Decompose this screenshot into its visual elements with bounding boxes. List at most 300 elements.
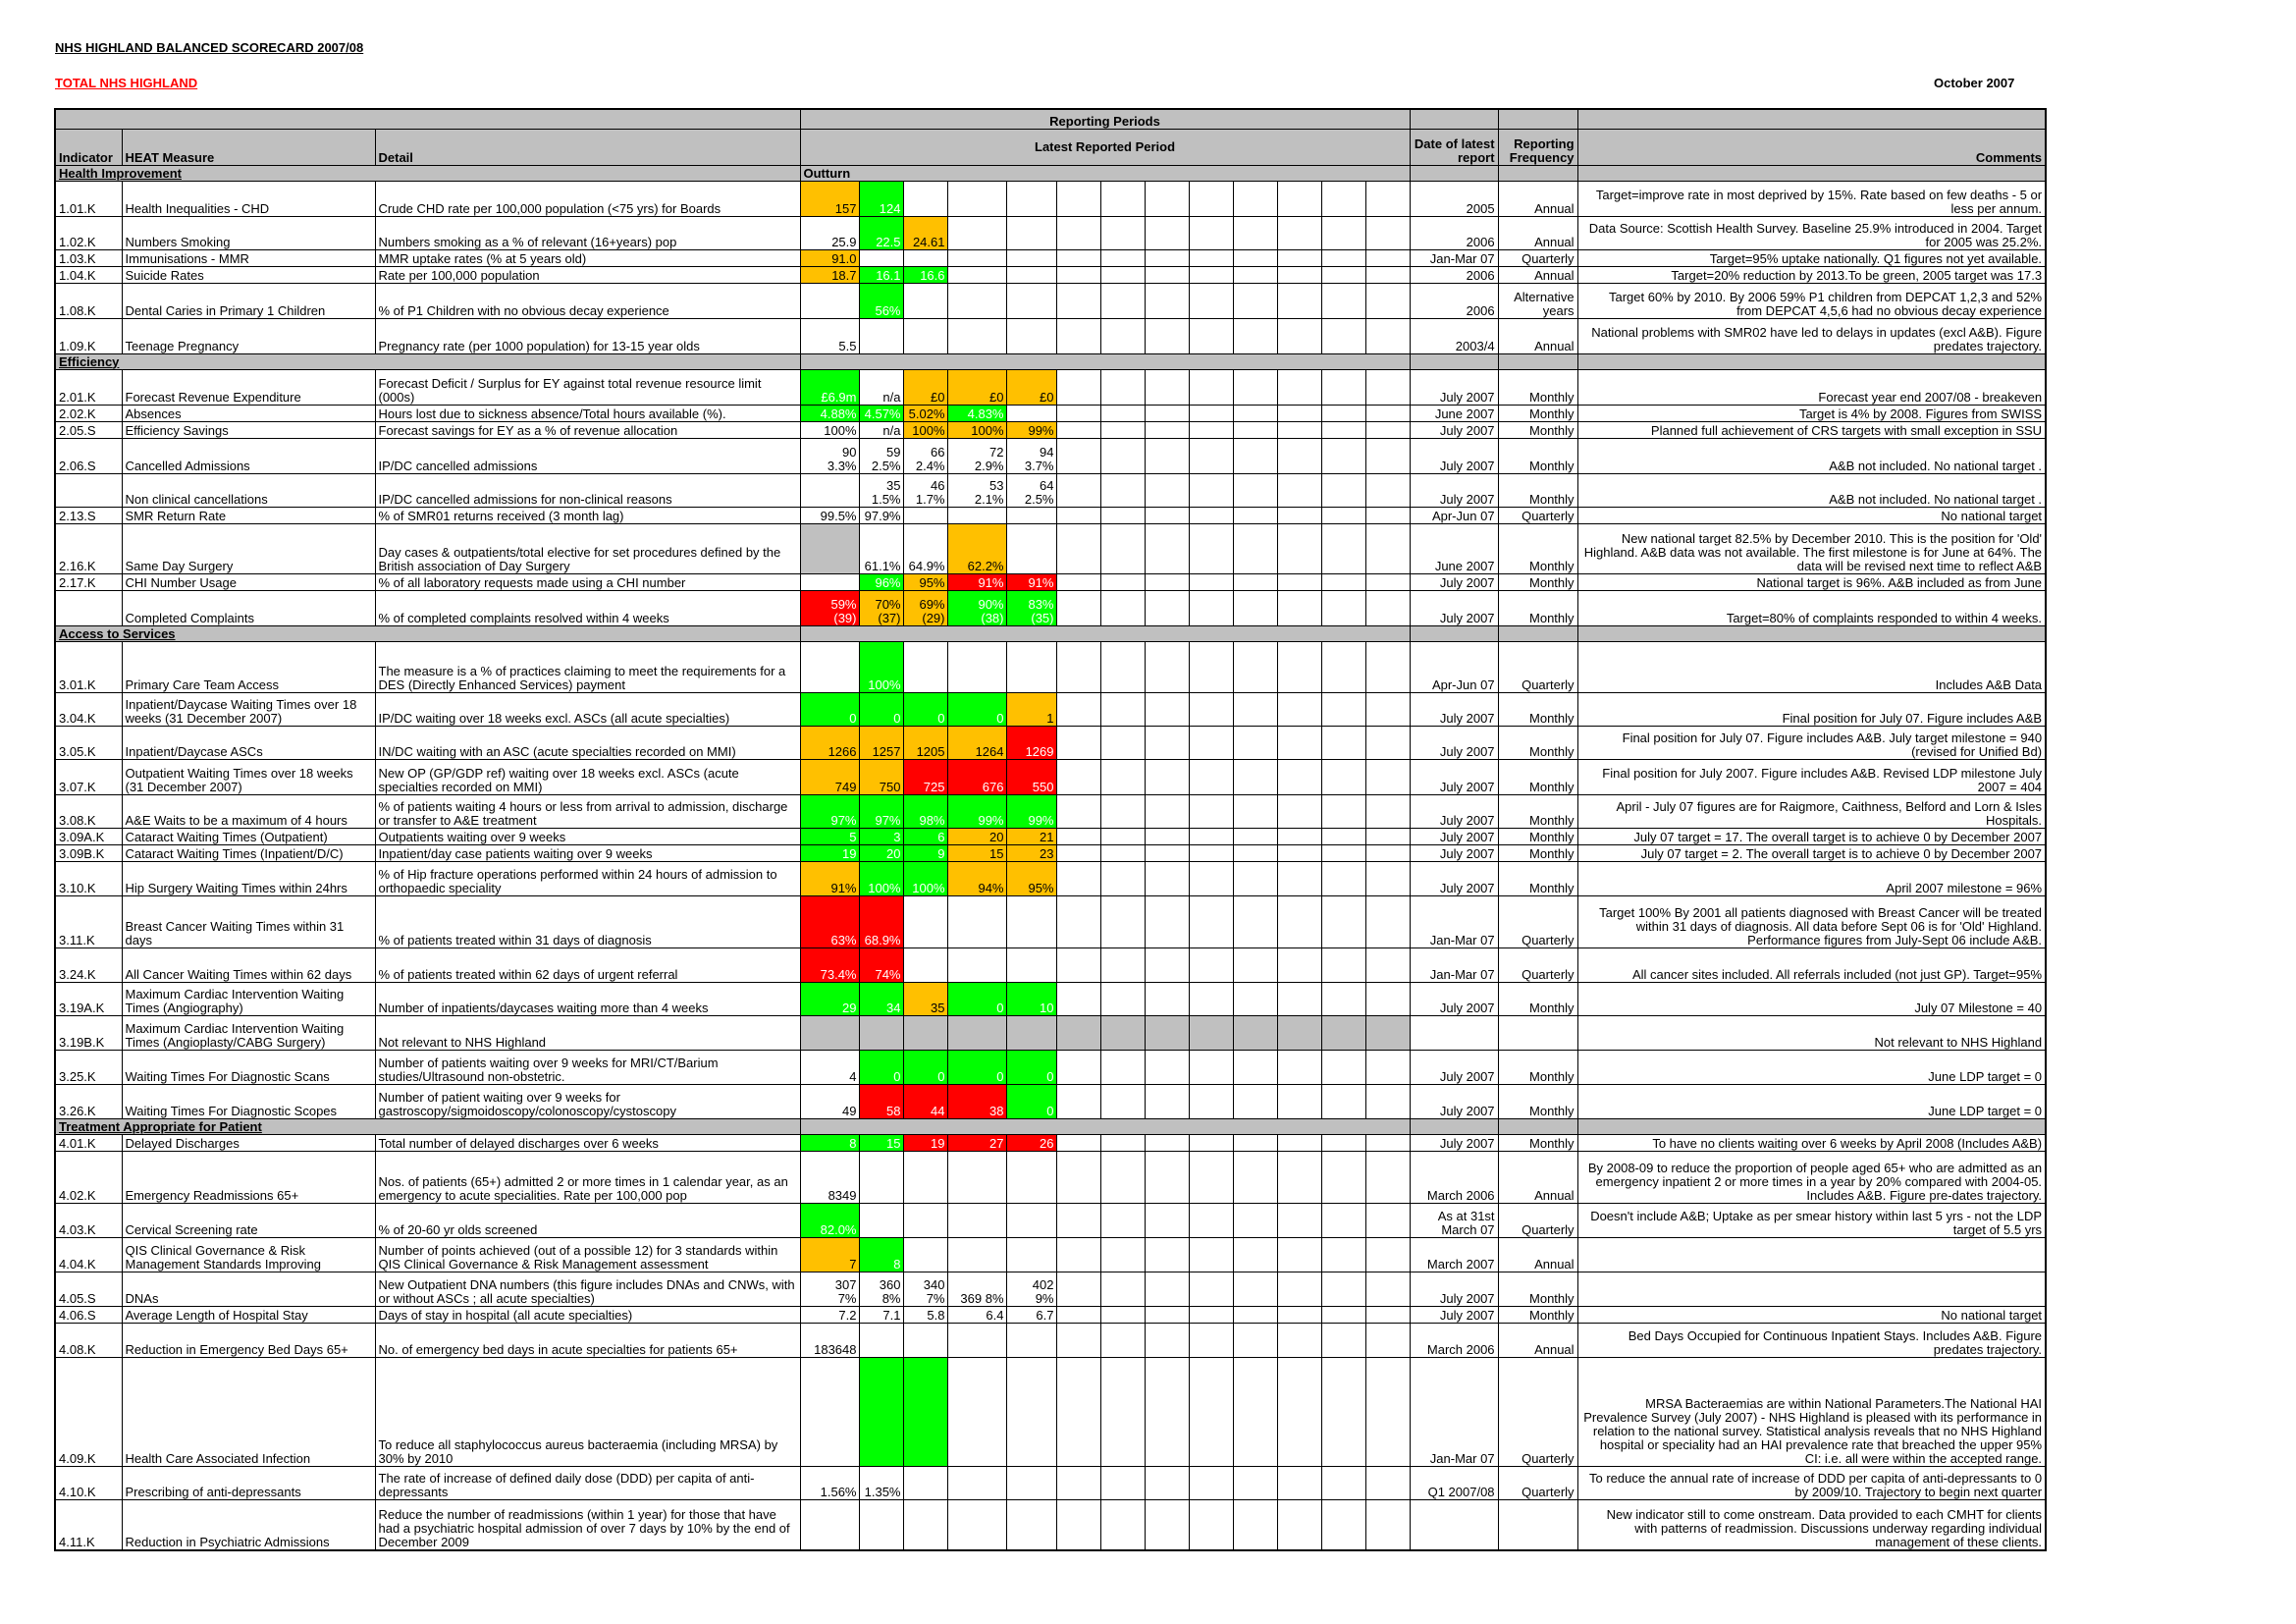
period-cell (1145, 507, 1189, 523)
frequency-cell: Monthly (1498, 1050, 1577, 1084)
period-cell (947, 895, 1006, 947)
frequency-cell: Quarterly (1498, 895, 1577, 947)
period-value-cell: £0 (947, 369, 1006, 405)
date-cell: July 2007 (1410, 828, 1498, 844)
heat-measure-cell: Outpatient Waiting Times over 18 weeks (31 December 2007) (122, 759, 375, 794)
period-cell (1365, 369, 1410, 405)
period-cell (947, 318, 1006, 353)
indicator-cell: 3.04.K (55, 692, 122, 726)
table-row (55, 759, 2046, 794)
indicator-cell: 3.10.K (55, 861, 122, 895)
date-cell: March 2007 (1410, 1237, 1498, 1272)
period-cell (1189, 1272, 1233, 1306)
period-cell (1100, 507, 1145, 523)
indicator-cell: 2.17.K (55, 573, 122, 590)
period-cell (1233, 1466, 1277, 1499)
period-cell (1277, 1134, 1321, 1151)
period-cell (1321, 369, 1365, 405)
period-cell (1189, 1357, 1233, 1466)
period-cell (1100, 1466, 1145, 1499)
detail-cell: % of all laboratory requests made using a CHI number (375, 573, 800, 590)
period-cell (1321, 641, 1365, 692)
period-cell (1100, 405, 1145, 421)
period-cell (1365, 828, 1410, 844)
period-value-cell: 34 (859, 982, 903, 1015)
period-cell (1056, 421, 1100, 438)
period-cell (1100, 473, 1145, 507)
header-blank-date (1410, 109, 1498, 129)
detail-cell: % of 20-60 yr olds screened (375, 1203, 800, 1237)
period-cell (1100, 1499, 1145, 1550)
period-cell (1189, 861, 1233, 895)
period-cell (1365, 1466, 1410, 1499)
period-cell (1277, 726, 1321, 759)
period-cell (1145, 1272, 1189, 1306)
frequency-cell: Quarterly (1498, 249, 1577, 266)
period-cell (1277, 283, 1321, 318)
period-cell (1145, 181, 1189, 216)
section-blank-cell (1577, 165, 2046, 181)
period-value-cell: 1264 (947, 726, 1006, 759)
period-value-cell: 20 (947, 828, 1006, 844)
period-value-cell: 4.83% (947, 405, 1006, 421)
period-cell (1100, 1306, 1145, 1323)
period-value-cell: 0 (947, 982, 1006, 1015)
date-cell: 2003/4 (1410, 318, 1498, 353)
period-cell (1145, 438, 1189, 473)
period-cell (903, 1323, 947, 1357)
frequency-cell: Quarterly (1498, 507, 1577, 523)
period-cell (1189, 844, 1233, 861)
period-cell (1100, 266, 1145, 283)
section-blank-cell (1577, 1118, 2046, 1134)
period-value-cell: 4.57% (859, 405, 903, 421)
period-value-cell: 307 7% (800, 1272, 859, 1306)
period-cell (1100, 1151, 1145, 1203)
detail-cell: New Outpatient DNA numbers (this figure includes DNAs and CNWs, with or without ASCs ; all acute specialties) (375, 1272, 800, 1306)
period-cell (1321, 523, 1365, 573)
period-cell (1321, 759, 1365, 794)
date-cell: July 2007 (1410, 573, 1498, 590)
period-value-cell: 0 (800, 692, 859, 726)
period-cell (1365, 438, 1410, 473)
period-cell (1365, 473, 1410, 507)
frequency-cell: Monthly (1498, 726, 1577, 759)
period-cell (1056, 759, 1100, 794)
period-cell (1277, 1466, 1321, 1499)
period-cell (1145, 473, 1189, 507)
period-value-cell: 100% (903, 421, 947, 438)
period-cell (1189, 181, 1233, 216)
period-cell (1056, 1357, 1100, 1466)
period-cell (1233, 1272, 1277, 1306)
period-value-cell: 4.88% (800, 405, 859, 421)
date-cell: July 2007 (1410, 438, 1498, 473)
period-cell (947, 181, 1006, 216)
period-cell (1056, 1134, 1100, 1151)
period-cell (1365, 1084, 1410, 1118)
period-cell (1321, 895, 1365, 947)
indicator-cell: 3.09B.K (55, 844, 122, 861)
table-row (55, 318, 2046, 353)
date-cell (1410, 1499, 1498, 1550)
period-cell (1145, 573, 1189, 590)
period-cell (947, 1015, 1006, 1050)
period-value-cell: 0 (1006, 1050, 1056, 1084)
period-cell (947, 1499, 1006, 1550)
period-value-cell: 59% (39) (800, 590, 859, 625)
comment-cell: No national target (1577, 1306, 2046, 1323)
frequency-cell: Monthly (1498, 573, 1577, 590)
period-cell (903, 181, 947, 216)
table-row (55, 473, 2046, 507)
date-cell: March 2006 (1410, 1323, 1498, 1357)
frequency-cell: Alternative years (1498, 283, 1577, 318)
table-row (55, 438, 2046, 473)
period-cell (1006, 1151, 1056, 1203)
period-cell (1056, 181, 1100, 216)
comment-cell (1577, 1272, 2046, 1306)
period-value-cell: 1.35% (859, 1466, 903, 1499)
indicator-cell: 1.01.K (55, 181, 122, 216)
period-cell (1145, 318, 1189, 353)
period-cell (1365, 249, 1410, 266)
indicator-cell: 1.09.K (55, 318, 122, 353)
period-cell (1006, 249, 1056, 266)
period-value-cell: 124 (859, 181, 903, 216)
report-date: October 2007 (1934, 76, 2015, 90)
table-row (55, 844, 2046, 861)
section-blank-cell (1410, 625, 1498, 641)
period-cell (1277, 794, 1321, 828)
detail-cell: The rate of increase of defined daily dose (DDD) per capita of anti-depressants (375, 1466, 800, 1499)
period-cell (947, 249, 1006, 266)
period-value-cell: 95% (903, 573, 947, 590)
date-cell: July 2007 (1410, 982, 1498, 1015)
frequency-cell: Annual (1498, 1151, 1577, 1203)
period-cell (1145, 1084, 1189, 1118)
period-cell (1365, 844, 1410, 861)
header-blank-freq (1498, 109, 1577, 129)
table-row (55, 1466, 2046, 1499)
heat-measure-cell: Reduction in Psychiatric Admissions (122, 1499, 375, 1550)
indicator-cell: 3.26.K (55, 1084, 122, 1118)
comment-cell: National target is 96%. A&B included as from June (1577, 573, 2046, 590)
period-cell (800, 1015, 859, 1050)
period-cell (1145, 759, 1189, 794)
period-cell (1145, 1237, 1189, 1272)
header-detail: Detail (375, 129, 800, 165)
period-cell (1189, 1015, 1233, 1050)
period-cell (1321, 1499, 1365, 1550)
period-cell (1056, 473, 1100, 507)
section-blank-cell (1498, 1118, 1577, 1134)
period-cell (1100, 438, 1145, 473)
period-cell (1233, 181, 1277, 216)
period-cell (947, 1203, 1006, 1237)
period-cell (1277, 590, 1321, 625)
section-blank-cell (1410, 353, 1498, 369)
period-cell (1056, 1499, 1100, 1550)
period-cell (1233, 216, 1277, 249)
period-cell (903, 1499, 947, 1550)
period-cell (903, 507, 947, 523)
indicator-cell: 3.08.K (55, 794, 122, 828)
table-row (55, 1015, 2046, 1050)
period-cell (947, 507, 1006, 523)
comment-cell: Target=improve rate in most deprived by 15%. Rate based on few deaths - 5 or less per annum. (1577, 181, 2046, 216)
period-cell (1145, 828, 1189, 844)
period-cell (1233, 947, 1277, 982)
comment-cell: April 2007 milestone = 96% (1577, 861, 2046, 895)
period-cell (1145, 726, 1189, 759)
period-cell (1189, 1237, 1233, 1272)
heat-measure-cell: Reduction in Emergency Bed Days 65+ (122, 1323, 375, 1357)
date-cell: 2006 (1410, 216, 1498, 249)
period-value-cell: 20 (859, 844, 903, 861)
period-value-cell: 15 (947, 844, 1006, 861)
period-value-cell: 91% (800, 861, 859, 895)
period-cell (1100, 641, 1145, 692)
period-cell (1189, 1499, 1233, 1550)
period-cell (1321, 590, 1365, 625)
detail-cell: Crude CHD rate per 100,000 population (<75 yrs) for Boards (375, 181, 800, 216)
period-value-cell: 58 (859, 1084, 903, 1118)
table-row (55, 1134, 2046, 1151)
period-cell (1189, 573, 1233, 590)
comment-cell: Target=20% reduction by 2013.To be green, 2005 target was 17.3 (1577, 266, 2046, 283)
period-cell (1189, 641, 1233, 692)
period-cell (1365, 1151, 1410, 1203)
period-cell (1145, 641, 1189, 692)
period-cell (800, 641, 859, 692)
period-cell (1233, 249, 1277, 266)
period-value-cell: 1205 (903, 726, 947, 759)
indicator-cell: 2.05.S (55, 421, 122, 438)
table-row (55, 1323, 2046, 1357)
header-date-of-latest-report: Date of latest report (1410, 129, 1498, 165)
section-title: Health Improvement (55, 165, 800, 181)
period-value-cell: 38 (947, 1084, 1006, 1118)
period-cell (1365, 181, 1410, 216)
period-value-cell: 70% (37) (859, 590, 903, 625)
scorecard-body (55, 109, 2046, 1550)
period-value-cell: 340 7% (903, 1272, 947, 1306)
indicator-cell: 2.16.K (55, 523, 122, 573)
period-value-cell: 749 (800, 759, 859, 794)
heat-measure-cell: Cataract Waiting Times (Inpatient/D/C) (122, 844, 375, 861)
heat-measure-cell: Average Length of Hospital Stay (122, 1306, 375, 1323)
table-row (55, 947, 2046, 982)
period-cell (947, 947, 1006, 982)
section-title: Efficiency (55, 353, 800, 369)
period-value-cell: 46 1.7% (903, 473, 947, 507)
period-cell (1189, 692, 1233, 726)
table-row (55, 1237, 2046, 1272)
period-cell (1365, 507, 1410, 523)
period-value-cell: 66 2.4% (903, 438, 947, 473)
period-value-cell: 1.56% (800, 1466, 859, 1499)
table-row (55, 590, 2046, 625)
period-value-cell: 95% (1006, 861, 1056, 895)
indicator-cell: 4.11.K (55, 1499, 122, 1550)
indicator-cell: 4.02.K (55, 1151, 122, 1203)
frequency-cell: Quarterly (1498, 1466, 1577, 1499)
period-cell (1365, 283, 1410, 318)
heat-measure-cell: QIS Clinical Governance & Risk Management Standards Improving (122, 1237, 375, 1272)
date-cell: July 2007 (1410, 1084, 1498, 1118)
period-cell (1321, 1134, 1365, 1151)
indicator-cell: 3.05.K (55, 726, 122, 759)
frequency-cell: Monthly (1498, 844, 1577, 861)
period-cell (1056, 1237, 1100, 1272)
period-cell (1056, 861, 1100, 895)
period-cell (1100, 590, 1145, 625)
header-reporting-periods: Reporting Periods (800, 109, 1410, 129)
detail-cell: MMR uptake rates (% at 5 years old) (375, 249, 800, 266)
detail-cell: IN/DC waiting with an ASC (acute specialties recorded on MMI) (375, 726, 800, 759)
period-cell (1233, 405, 1277, 421)
indicator-cell: 3.09A.K (55, 828, 122, 844)
period-value-cell: 0 (859, 1050, 903, 1084)
period-cell (1321, 794, 1365, 828)
period-cell (1056, 266, 1100, 283)
period-cell (1100, 828, 1145, 844)
table-row (55, 1203, 2046, 1237)
period-value-cell: 0 (947, 1050, 1006, 1084)
period-cell (1145, 249, 1189, 266)
period-cell (1365, 1357, 1410, 1466)
period-cell (1321, 1203, 1365, 1237)
period-value-cell: 82.0% (800, 1203, 859, 1237)
period-value-cell: 94% (947, 861, 1006, 895)
period-cell (1277, 828, 1321, 844)
period-cell (947, 641, 1006, 692)
frequency-cell: Monthly (1498, 369, 1577, 405)
comment-cell: To reduce the annual rate of increase of DDD per capita of anti-depressants to 0 by 2009/10. Trajectory to begin next quarter (1577, 1466, 2046, 1499)
period-value-cell: 27 (947, 1134, 1006, 1151)
period-cell (1189, 318, 1233, 353)
period-cell (1233, 507, 1277, 523)
detail-cell: Hours lost due to sickness absence/Total hours available (%). (375, 405, 800, 421)
header-row-columns (55, 129, 2046, 165)
period-value-cell: 0 (903, 1050, 947, 1084)
period-value-cell: 100% (859, 641, 903, 692)
heat-measure-cell: Dental Caries in Primary 1 Children (122, 283, 375, 318)
period-cell (1145, 947, 1189, 982)
heat-measure-cell: Prescribing of anti-depressants (122, 1466, 375, 1499)
period-cell (1100, 573, 1145, 590)
period-cell (903, 1466, 947, 1499)
period-cell (1056, 895, 1100, 947)
period-cell (1277, 759, 1321, 794)
detail-cell: Reduce the number of readmissions (within 1 year) for those that have had a psychiatric hospital admission of over 7 days by 10% by the end of December 2009 (375, 1499, 800, 1550)
period-cell (1321, 1306, 1365, 1323)
comment-cell: Not relevant to NHS Highland (1577, 1015, 2046, 1050)
period-value-cell: 16.1 (859, 266, 903, 283)
period-value-cell: 25.9 (800, 216, 859, 249)
period-cell (1277, 1306, 1321, 1323)
period-cell (1321, 318, 1365, 353)
period-value-cell: 61.1% (859, 523, 903, 573)
period-cell (1100, 895, 1145, 947)
scorecard-table (54, 108, 2047, 1551)
period-cell (947, 266, 1006, 283)
period-cell (1100, 421, 1145, 438)
detail-cell: % of patients treated within 31 days of diagnosis (375, 895, 800, 947)
period-cell (1056, 982, 1100, 1015)
frequency-cell: Monthly (1498, 523, 1577, 573)
table-row (55, 692, 2046, 726)
period-cell (1321, 844, 1365, 861)
period-cell (1006, 1499, 1056, 1550)
indicator-cell: 1.04.K (55, 266, 122, 283)
period-cell (1006, 523, 1056, 573)
period-value-cell: 73.4% (800, 947, 859, 982)
period-cell (1100, 692, 1145, 726)
period-cell (1189, 266, 1233, 283)
indicator-cell: 2.06.S (55, 438, 122, 473)
period-cell (1277, 1151, 1321, 1203)
detail-cell: Number of patient waiting over 9 weeks for gastroscopy/sigmoidoscopy/colonoscopy/cystoscopy (375, 1084, 800, 1118)
section-blank-cell (1577, 625, 2046, 641)
period-cell (947, 1151, 1006, 1203)
date-cell: July 2007 (1410, 590, 1498, 625)
period-cell (1365, 947, 1410, 982)
period-cell (1100, 1203, 1145, 1237)
date-cell: Jan-Mar 07 (1410, 947, 1498, 982)
frequency-cell (1498, 1499, 1577, 1550)
comment-cell: New national target 82.5% by December 2010. This is the position for 'Old' Highland. A&B data was not available. The first milestone is for June at 64%. The data will be revised next time to reflect A&B (1577, 523, 2046, 573)
period-value-cell: 91% (1006, 573, 1056, 590)
period-cell (1277, 438, 1321, 473)
date-cell (1410, 1015, 1498, 1050)
period-value-cell: 6 (903, 828, 947, 844)
period-cell (903, 895, 947, 947)
period-value-cell: 5.8 (903, 1306, 947, 1323)
period-cell (1145, 421, 1189, 438)
page-subtitle: TOTAL NHS HIGHLAND (55, 76, 198, 90)
heat-measure-cell: Maximum Cardiac Intervention Waiting Times (Angioplasty/CABG Surgery) (122, 1015, 375, 1050)
period-cell (1056, 1203, 1100, 1237)
table-row (55, 1306, 2046, 1323)
period-cell (1277, 1015, 1321, 1050)
period-cell (1365, 726, 1410, 759)
comment-cell: July 07 target = 17. The overall target is to achieve 0 by December 2007 (1577, 828, 2046, 844)
period-value-cell: 1266 (800, 726, 859, 759)
period-cell (1277, 473, 1321, 507)
period-cell (1006, 1203, 1056, 1237)
frequency-cell: Annual (1498, 216, 1577, 249)
period-value-cell: 90 3.3% (800, 438, 859, 473)
comment-cell: Final position for July 2007. Figure includes A&B. Revised LDP milestone July 2007 = 404 (1577, 759, 2046, 794)
period-cell (1100, 947, 1145, 982)
period-cell (1189, 438, 1233, 473)
period-cell (1056, 726, 1100, 759)
period-cell (1321, 405, 1365, 421)
period-cell (1145, 216, 1189, 249)
heat-measure-cell: SMR Return Rate (122, 507, 375, 523)
period-cell (859, 1323, 903, 1357)
section-header (55, 353, 2046, 369)
period-cell (1365, 641, 1410, 692)
indicator-cell: 4.08.K (55, 1323, 122, 1357)
period-cell (1056, 828, 1100, 844)
heat-measure-cell: CHI Number Usage (122, 573, 375, 590)
table-row (55, 1357, 2046, 1466)
heat-measure-cell: Teenage Pregnancy (122, 318, 375, 353)
period-value-cell: 99% (1006, 421, 1056, 438)
